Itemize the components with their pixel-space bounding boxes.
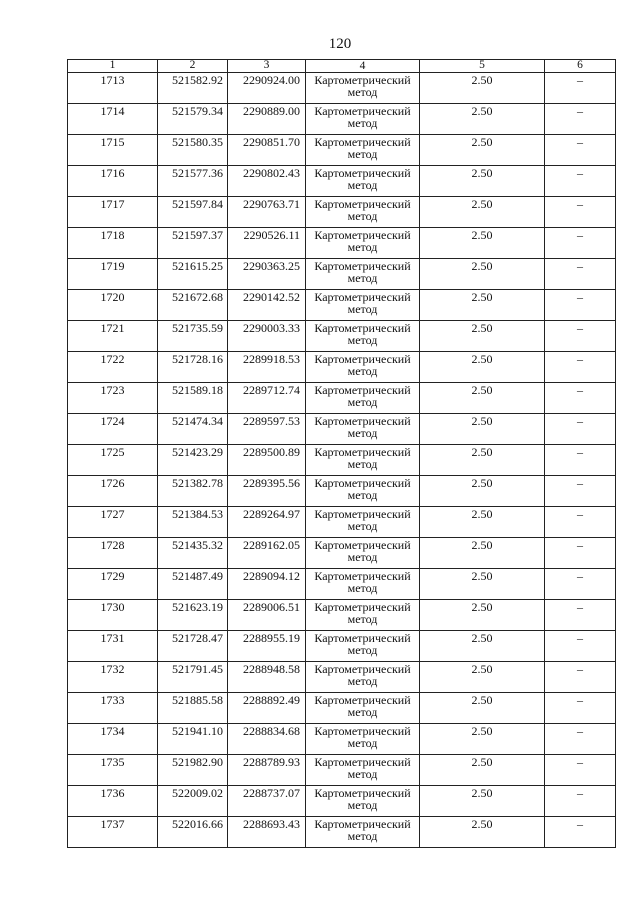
y-coordinate-cell: 2288948.58 — [228, 662, 306, 693]
accuracy-cell: 2.50 — [420, 135, 545, 166]
method-cell: Картометрический метод — [306, 631, 420, 662]
table-row — [68, 445, 616, 476]
y-coordinate-cell: 2289264.97 — [228, 507, 306, 538]
point-number-cell: 1733 — [68, 693, 158, 724]
method-cell: Картометрический метод — [306, 135, 420, 166]
method-cell: Картометрический метод — [306, 228, 420, 259]
y-coordinate-cell: 2290763.71 — [228, 197, 306, 228]
method-cell: Картометрический метод — [306, 817, 420, 848]
point-number-cell: 1713 — [68, 73, 158, 104]
point-number-cell: 1717 — [68, 197, 158, 228]
accuracy-cell: 2.50 — [420, 166, 545, 197]
x-coordinate-cell: 521577.36 — [158, 166, 228, 197]
point-number-cell: 1735 — [68, 755, 158, 786]
description-cell: – — [545, 104, 616, 135]
method-cell: Картометрический метод — [306, 724, 420, 755]
x-coordinate-cell: 521672.68 — [158, 290, 228, 321]
description-cell: – — [545, 507, 616, 538]
table-row — [68, 197, 616, 228]
y-coordinate-cell: 2288789.93 — [228, 755, 306, 786]
description-cell: – — [545, 414, 616, 445]
table-row — [68, 228, 616, 259]
x-coordinate-cell: 522009.02 — [158, 786, 228, 817]
accuracy-cell: 2.50 — [420, 600, 545, 631]
column-header: 4 — [306, 60, 420, 73]
method-cell: Картометрический метод — [306, 197, 420, 228]
description-cell: – — [545, 73, 616, 104]
point-number-cell: 1727 — [68, 507, 158, 538]
x-coordinate-cell: 521487.49 — [158, 569, 228, 600]
point-number-cell: 1732 — [68, 662, 158, 693]
accuracy-cell: 2.50 — [420, 197, 545, 228]
y-coordinate-cell: 2290142.52 — [228, 290, 306, 321]
description-cell: – — [545, 166, 616, 197]
method-cell: Картометрический метод — [306, 569, 420, 600]
method-cell: Картометрический метод — [306, 321, 420, 352]
accuracy-cell: 2.50 — [420, 662, 545, 693]
x-coordinate-cell: 522016.66 — [158, 817, 228, 848]
y-coordinate-cell: 2289597.53 — [228, 414, 306, 445]
table-row — [68, 166, 616, 197]
accuracy-cell: 2.50 — [420, 104, 545, 135]
y-coordinate-cell: 2289712.74 — [228, 383, 306, 414]
point-number-cell: 1730 — [68, 600, 158, 631]
x-coordinate-cell: 521735.59 — [158, 321, 228, 352]
method-cell: Картометрический метод — [306, 259, 420, 290]
method-cell: Картометрический метод — [306, 693, 420, 724]
y-coordinate-cell: 2288892.49 — [228, 693, 306, 724]
description-cell: – — [545, 538, 616, 569]
point-number-cell: 1729 — [68, 569, 158, 600]
coordinates-table — [67, 59, 616, 848]
point-number-cell: 1725 — [68, 445, 158, 476]
point-number-cell: 1737 — [68, 817, 158, 848]
method-cell: Картометрический метод — [306, 538, 420, 569]
y-coordinate-cell: 2288834.68 — [228, 724, 306, 755]
description-cell: – — [545, 197, 616, 228]
table-row — [68, 383, 616, 414]
description-cell: – — [545, 383, 616, 414]
accuracy-cell: 2.50 — [420, 73, 545, 104]
x-coordinate-cell: 521728.47 — [158, 631, 228, 662]
point-number-cell: 1715 — [68, 135, 158, 166]
method-cell: Картометрический метод — [306, 383, 420, 414]
method-cell: Картометрический метод — [306, 73, 420, 104]
point-number-cell: 1718 — [68, 228, 158, 259]
table-row — [68, 476, 616, 507]
accuracy-cell: 2.50 — [420, 445, 545, 476]
point-number-cell: 1716 — [68, 166, 158, 197]
column-header: 3 — [228, 60, 306, 73]
x-coordinate-cell: 521582.92 — [158, 73, 228, 104]
method-cell: Картометрический метод — [306, 445, 420, 476]
point-number-cell: 1731 — [68, 631, 158, 662]
x-coordinate-cell: 521423.29 — [158, 445, 228, 476]
description-cell: – — [545, 476, 616, 507]
table-row — [68, 538, 616, 569]
method-cell: Картометрический метод — [306, 600, 420, 631]
y-coordinate-cell: 2289094.12 — [228, 569, 306, 600]
method-cell: Картометрический метод — [306, 786, 420, 817]
point-number-cell: 1723 — [68, 383, 158, 414]
accuracy-cell: 2.50 — [420, 724, 545, 755]
y-coordinate-cell: 2290924.00 — [228, 73, 306, 104]
point-number-cell: 1726 — [68, 476, 158, 507]
accuracy-cell: 2.50 — [420, 631, 545, 662]
accuracy-cell: 2.50 — [420, 383, 545, 414]
point-number-cell: 1719 — [68, 259, 158, 290]
y-coordinate-cell: 2288955.19 — [228, 631, 306, 662]
method-cell: Картометрический метод — [306, 755, 420, 786]
y-coordinate-cell: 2290802.43 — [228, 166, 306, 197]
table-row — [68, 662, 616, 693]
table-row — [68, 786, 616, 817]
x-coordinate-cell: 521791.45 — [158, 662, 228, 693]
column-header: 2 — [158, 60, 228, 73]
description-cell: – — [545, 631, 616, 662]
point-number-cell: 1721 — [68, 321, 158, 352]
method-cell: Картометрический метод — [306, 104, 420, 135]
table-row — [68, 290, 616, 321]
x-coordinate-cell: 521597.84 — [158, 197, 228, 228]
x-coordinate-cell: 521580.35 — [158, 135, 228, 166]
y-coordinate-cell: 2288693.43 — [228, 817, 306, 848]
table-row — [68, 259, 616, 290]
table-row — [68, 135, 616, 166]
x-coordinate-cell: 521589.18 — [158, 383, 228, 414]
column-header: 5 — [420, 60, 545, 73]
table-row — [68, 507, 616, 538]
description-cell: – — [545, 569, 616, 600]
accuracy-cell: 2.50 — [420, 290, 545, 321]
y-coordinate-cell: 2290003.33 — [228, 321, 306, 352]
accuracy-cell: 2.50 — [420, 817, 545, 848]
method-cell: Картометрический метод — [306, 414, 420, 445]
table-row — [68, 352, 616, 383]
y-coordinate-cell: 2290889.00 — [228, 104, 306, 135]
x-coordinate-cell: 521435.32 — [158, 538, 228, 569]
point-number-cell: 1724 — [68, 414, 158, 445]
description-cell: – — [545, 228, 616, 259]
method-cell: Картометрический метод — [306, 662, 420, 693]
point-number-cell: 1736 — [68, 786, 158, 817]
accuracy-cell: 2.50 — [420, 786, 545, 817]
description-cell: – — [545, 817, 616, 848]
x-coordinate-cell: 521384.53 — [158, 507, 228, 538]
accuracy-cell: 2.50 — [420, 259, 545, 290]
accuracy-cell: 2.50 — [420, 414, 545, 445]
table-row — [68, 414, 616, 445]
accuracy-cell: 2.50 — [420, 228, 545, 259]
point-number-cell: 1720 — [68, 290, 158, 321]
accuracy-cell: 2.50 — [420, 755, 545, 786]
table-header-row — [68, 60, 616, 73]
x-coordinate-cell: 521474.34 — [158, 414, 228, 445]
description-cell: – — [545, 135, 616, 166]
method-cell: Картометрический метод — [306, 476, 420, 507]
accuracy-cell: 2.50 — [420, 507, 545, 538]
point-number-cell: 1728 — [68, 538, 158, 569]
accuracy-cell: 2.50 — [420, 321, 545, 352]
accuracy-cell: 2.50 — [420, 476, 545, 507]
accuracy-cell: 2.50 — [420, 693, 545, 724]
table-row — [68, 600, 616, 631]
point-number-cell: 1714 — [68, 104, 158, 135]
description-cell: – — [545, 755, 616, 786]
description-cell: – — [545, 693, 616, 724]
y-coordinate-cell: 2290851.70 — [228, 135, 306, 166]
page-number: 120 — [328, 36, 352, 52]
accuracy-cell: 2.50 — [420, 538, 545, 569]
y-coordinate-cell: 2288737.07 — [228, 786, 306, 817]
y-coordinate-cell: 2290526.11 — [228, 228, 306, 259]
description-cell: – — [545, 600, 616, 631]
description-cell: – — [545, 724, 616, 755]
x-coordinate-cell: 521615.25 — [158, 259, 228, 290]
x-coordinate-cell: 521597.37 — [158, 228, 228, 259]
method-cell: Картометрический метод — [306, 352, 420, 383]
description-cell: – — [545, 445, 616, 476]
column-header: 1 — [68, 60, 158, 73]
y-coordinate-cell: 2289500.89 — [228, 445, 306, 476]
accuracy-cell: 2.50 — [420, 569, 545, 600]
point-number-cell: 1734 — [68, 724, 158, 755]
x-coordinate-cell: 521579.34 — [158, 104, 228, 135]
table-row — [68, 569, 616, 600]
table-row — [68, 693, 616, 724]
x-coordinate-cell: 521623.19 — [158, 600, 228, 631]
y-coordinate-cell: 2290363.25 — [228, 259, 306, 290]
table-row — [68, 73, 616, 104]
y-coordinate-cell: 2289162.05 — [228, 538, 306, 569]
x-coordinate-cell: 521885.58 — [158, 693, 228, 724]
description-cell: – — [545, 352, 616, 383]
table-row — [68, 321, 616, 352]
table-row — [68, 631, 616, 662]
method-cell: Картометрический метод — [306, 166, 420, 197]
description-cell: – — [545, 662, 616, 693]
x-coordinate-cell: 521382.78 — [158, 476, 228, 507]
column-header: 6 — [545, 60, 616, 73]
accuracy-cell: 2.50 — [420, 352, 545, 383]
y-coordinate-cell: 2289918.53 — [228, 352, 306, 383]
table-row — [68, 104, 616, 135]
method-cell: Картометрический метод — [306, 290, 420, 321]
y-coordinate-cell: 2289006.51 — [228, 600, 306, 631]
method-cell: Картометрический метод — [306, 507, 420, 538]
description-cell: – — [545, 786, 616, 817]
table-row — [68, 817, 616, 848]
table-row — [68, 724, 616, 755]
description-cell: – — [545, 259, 616, 290]
x-coordinate-cell: 521728.16 — [158, 352, 228, 383]
description-cell: – — [545, 321, 616, 352]
x-coordinate-cell: 521982.90 — [158, 755, 228, 786]
x-coordinate-cell: 521941.10 — [158, 724, 228, 755]
y-coordinate-cell: 2289395.56 — [228, 476, 306, 507]
point-number-cell: 1722 — [68, 352, 158, 383]
table-row — [68, 755, 616, 786]
description-cell: – — [545, 290, 616, 321]
